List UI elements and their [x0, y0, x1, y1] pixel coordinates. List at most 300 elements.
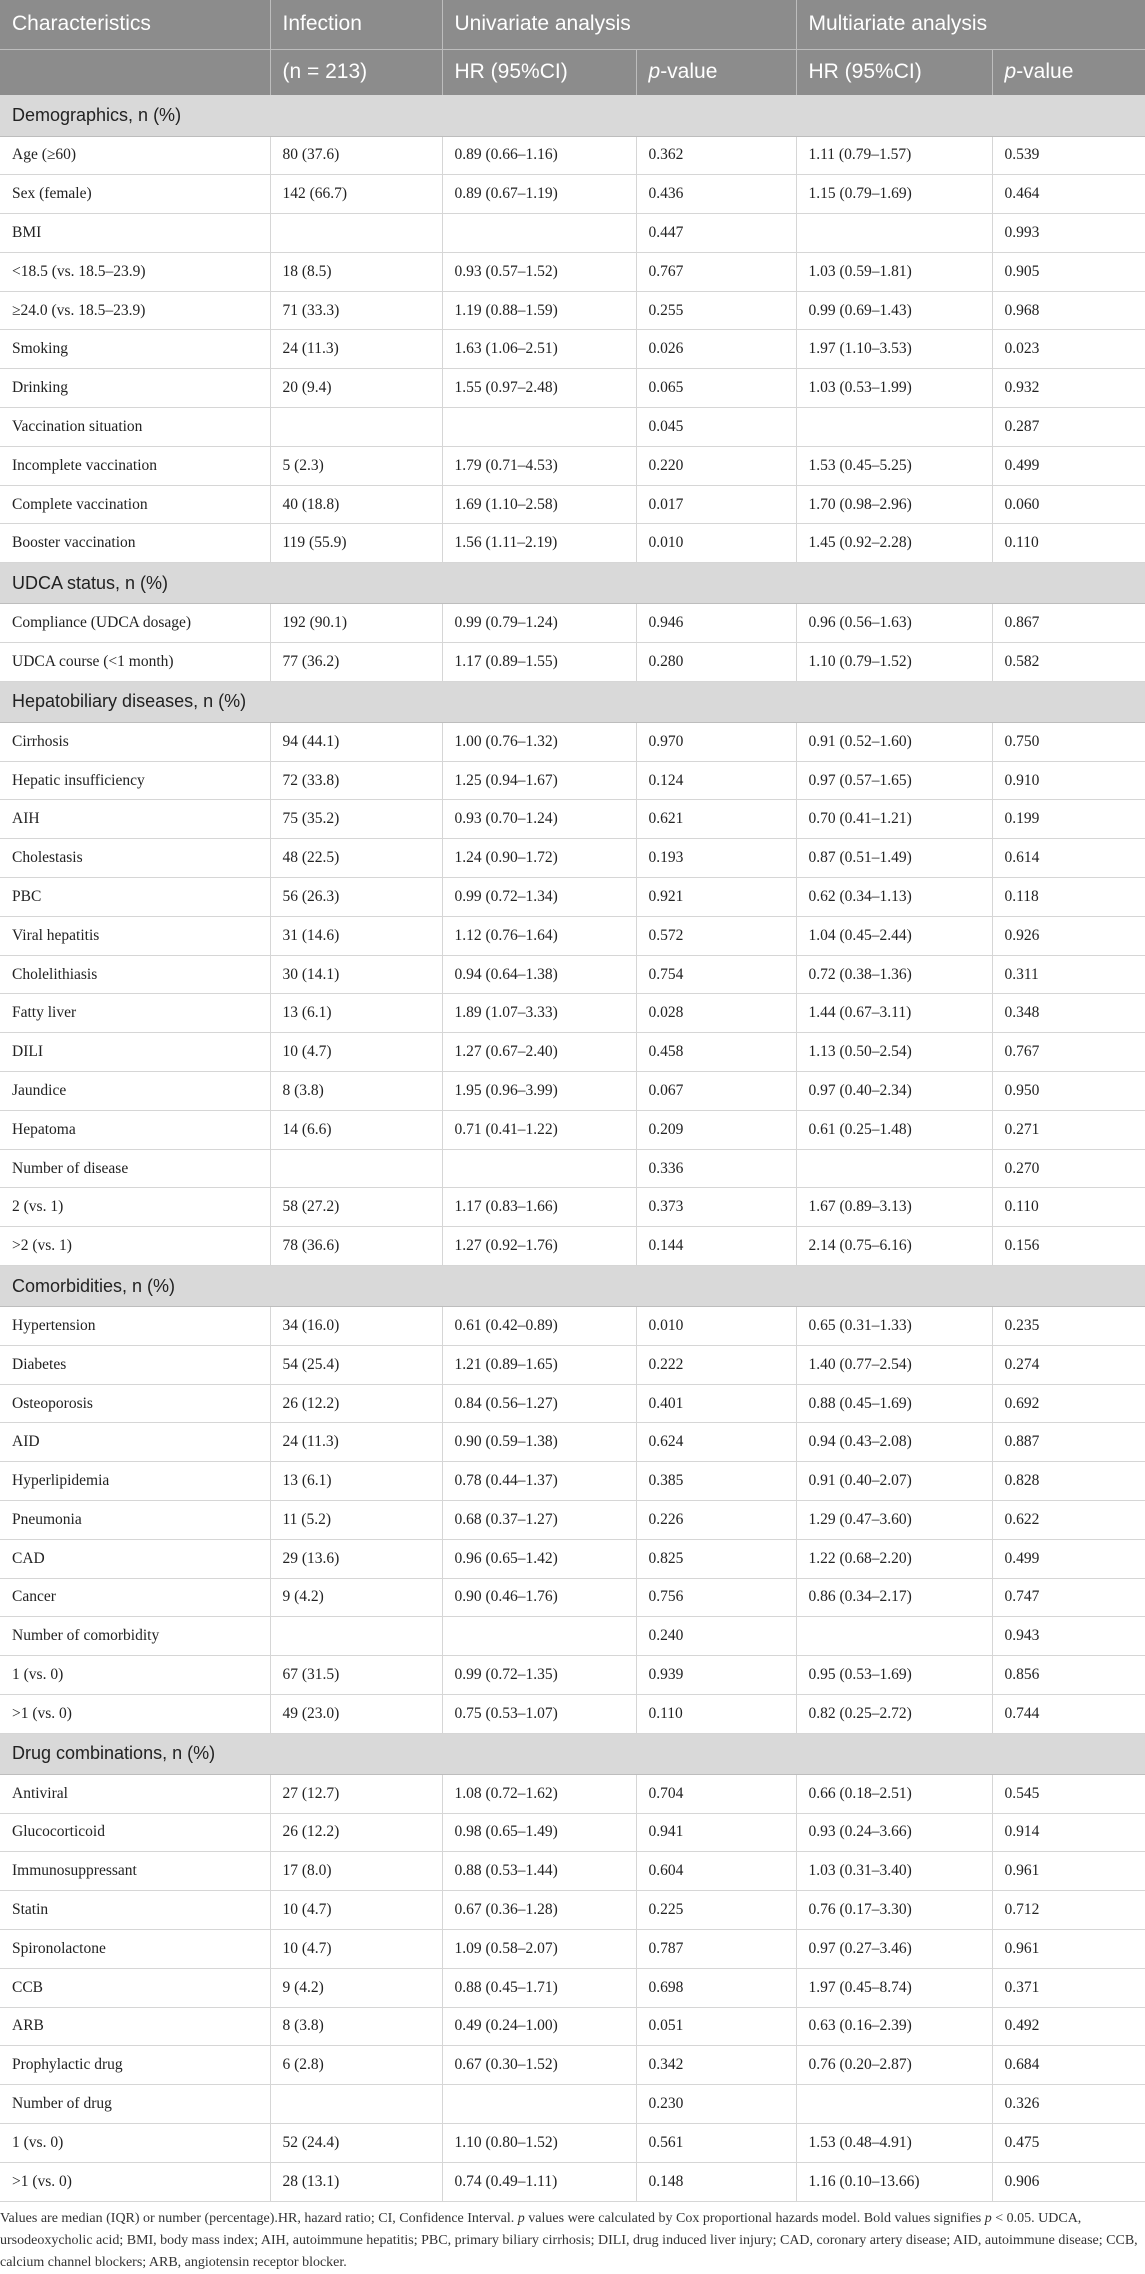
- cell-p-univariate: 0.436: [636, 175, 796, 214]
- cell-characteristic: <18.5 (vs. 18.5–23.9): [0, 252, 270, 291]
- cell-characteristic: Cirrhosis: [0, 722, 270, 761]
- cell-hr-univariate: 0.99 (0.72–1.35): [442, 1656, 636, 1695]
- cell-characteristic: Age (≥60): [0, 136, 270, 175]
- cell-characteristic: Prophylactic drug: [0, 2046, 270, 2085]
- cell-hr-univariate: 1.27 (0.92–1.76): [442, 1227, 636, 1266]
- table-row: [0, 1423, 1145, 1462]
- cell-hr-multivariate: 0.76 (0.17–3.30): [796, 1891, 992, 1930]
- cell-characteristic: Hypertension: [0, 1307, 270, 1346]
- cell-hr-multivariate: [796, 1617, 992, 1656]
- cell-p-univariate: 0.572: [636, 916, 796, 955]
- cell-p-multivariate: 0.464: [992, 175, 1145, 214]
- cell-p-univariate: 0.787: [636, 1929, 796, 1968]
- cell-p-univariate: 0.065: [636, 369, 796, 408]
- cell-characteristic: Smoking: [0, 330, 270, 369]
- cell-hr-multivariate: 1.67 (0.89–3.13): [796, 1188, 992, 1227]
- cell-characteristic: >2 (vs. 1): [0, 1227, 270, 1266]
- section-row: [0, 1733, 1145, 1774]
- header-p-univariate: [636, 49, 796, 95]
- section-row: [0, 681, 1145, 722]
- p-suffix: -value: [1016, 60, 1074, 84]
- cell-characteristic: BMI: [0, 214, 270, 253]
- table-row: [0, 446, 1145, 485]
- cell-infection: 56 (26.3): [270, 878, 442, 917]
- cell-infection: 10 (4.7): [270, 1929, 442, 1968]
- cell-infection: 49 (23.0): [270, 1694, 442, 1733]
- cell-characteristic: Antiviral: [0, 1774, 270, 1813]
- cell-p-univariate: 0.698: [636, 1968, 796, 2007]
- cell-hr-multivariate: 0.99 (0.69–1.43): [796, 291, 992, 330]
- cell-p-multivariate: 0.348: [992, 994, 1145, 1033]
- cell-p-multivariate: 0.767: [992, 1033, 1145, 1072]
- cell-characteristic: UDCA course (<1 month): [0, 643, 270, 682]
- cell-infection: 17 (8.0): [270, 1852, 442, 1891]
- cell-p-multivariate: 0.371: [992, 1968, 1145, 2007]
- cell-infection: 26 (12.2): [270, 1813, 442, 1852]
- table-row: [0, 1307, 1145, 1346]
- cell-hr-multivariate: 0.65 (0.31–1.33): [796, 1307, 992, 1346]
- cell-p-multivariate: 0.747: [992, 1578, 1145, 1617]
- cell-hr-multivariate: 0.94 (0.43–2.08): [796, 1423, 992, 1462]
- cell-hr-univariate: 1.69 (1.10–2.58): [442, 485, 636, 524]
- cell-hr-univariate: 1.09 (0.58–2.07): [442, 1929, 636, 1968]
- cell-characteristic: CCB: [0, 1968, 270, 2007]
- cell-p-univariate: 0.209: [636, 1110, 796, 1149]
- table-row: [0, 1188, 1145, 1227]
- cell-hr-multivariate: [796, 408, 992, 447]
- cell-p-multivariate: 0.499: [992, 1539, 1145, 1578]
- cell-p-multivariate: 0.499: [992, 446, 1145, 485]
- table-row: [0, 2085, 1145, 2124]
- cell-infection: 10 (4.7): [270, 1033, 442, 1072]
- cell-p-multivariate: 0.545: [992, 1774, 1145, 1813]
- cell-characteristic: >1 (vs. 0): [0, 1694, 270, 1733]
- table-row: [0, 252, 1145, 291]
- cell-p-univariate: 0.026: [636, 330, 796, 369]
- cell-infection: 48 (22.5): [270, 839, 442, 878]
- cell-p-multivariate: 0.156: [992, 1227, 1145, 1266]
- p-italic: p: [1004, 60, 1017, 84]
- cell-hr-univariate: 0.68 (0.37–1.27): [442, 1501, 636, 1540]
- cell-characteristic: ≥24.0 (vs. 18.5–23.9): [0, 291, 270, 330]
- cell-hr-univariate: [442, 1617, 636, 1656]
- cell-hr-univariate: 0.96 (0.65–1.42): [442, 1539, 636, 1578]
- cell-p-univariate: 0.946: [636, 604, 796, 643]
- cell-p-univariate: 0.385: [636, 1462, 796, 1501]
- cell-hr-multivariate: 1.03 (0.59–1.81): [796, 252, 992, 291]
- cell-hr-univariate: 0.78 (0.44–1.37): [442, 1462, 636, 1501]
- cell-hr-multivariate: 0.97 (0.40–2.34): [796, 1072, 992, 1111]
- table-row: [0, 1968, 1145, 2007]
- cell-p-univariate: 0.970: [636, 722, 796, 761]
- cell-hr-univariate: 0.93 (0.57–1.52): [442, 252, 636, 291]
- cell-hr-multivariate: 1.10 (0.79–1.52): [796, 643, 992, 682]
- cell-infection: 52 (24.4): [270, 2123, 442, 2162]
- cell-hr-univariate: 1.19 (0.88–1.59): [442, 291, 636, 330]
- table-row: [0, 878, 1145, 917]
- cell-hr-multivariate: 1.16 (0.10–13.66): [796, 2162, 992, 2201]
- cell-p-univariate: 0.362: [636, 136, 796, 175]
- cell-p-univariate: 0.704: [636, 1774, 796, 1813]
- cell-characteristic: Hyperlipidemia: [0, 1462, 270, 1501]
- cell-characteristic: Complete vaccination: [0, 485, 270, 524]
- cell-hr-multivariate: 1.53 (0.48–4.91): [796, 2123, 992, 2162]
- cell-hr-univariate: 0.99 (0.79–1.24): [442, 604, 636, 643]
- cell-hr-univariate: 1.08 (0.72–1.62): [442, 1774, 636, 1813]
- section-title: Drug combinations, n (%): [0, 1733, 1145, 1774]
- cell-p-univariate: 0.941: [636, 1813, 796, 1852]
- cell-infection: [270, 1617, 442, 1656]
- header-infection: Infection: [270, 0, 442, 49]
- cell-characteristic: CAD: [0, 1539, 270, 1578]
- cell-infection: 9 (4.2): [270, 1968, 442, 2007]
- table-row: [0, 643, 1145, 682]
- cell-characteristic: 2 (vs. 1): [0, 1188, 270, 1227]
- cell-infection: 72 (33.8): [270, 761, 442, 800]
- table-row: [0, 1929, 1145, 1968]
- table-row: [0, 1501, 1145, 1540]
- footnote-part1: Values are median (IQR) or number (percentage).HR, hazard ratio; CI, Confidence Interval.: [0, 2210, 518, 2226]
- cell-hr-univariate: 1.25 (0.94–1.67): [442, 761, 636, 800]
- cell-infection: 10 (4.7): [270, 1891, 442, 1930]
- section-row: [0, 1266, 1145, 1307]
- cell-p-multivariate: 0.475: [992, 2123, 1145, 2162]
- cell-p-multivariate: 0.744: [992, 1694, 1145, 1733]
- cell-p-multivariate: 0.199: [992, 800, 1145, 839]
- cell-p-univariate: 0.230: [636, 2085, 796, 2124]
- cell-infection: 8 (3.8): [270, 1072, 442, 1111]
- cell-hr-univariate: 0.74 (0.49–1.11): [442, 2162, 636, 2201]
- cell-hr-multivariate: 1.03 (0.53–1.99): [796, 369, 992, 408]
- cell-p-multivariate: 0.287: [992, 408, 1145, 447]
- cell-p-multivariate: 0.910: [992, 761, 1145, 800]
- cell-hr-univariate: 1.10 (0.80–1.52): [442, 2123, 636, 2162]
- cell-characteristic: 1 (vs. 0): [0, 1656, 270, 1695]
- table-row: [0, 524, 1145, 563]
- cell-p-multivariate: 0.614: [992, 839, 1145, 878]
- header-blank: [0, 49, 270, 95]
- header-univariate: Univariate analysis: [442, 0, 796, 49]
- cell-p-univariate: 0.939: [636, 1656, 796, 1695]
- cell-hr-univariate: 1.89 (1.07–3.33): [442, 994, 636, 1033]
- cell-hr-multivariate: 1.04 (0.45–2.44): [796, 916, 992, 955]
- cell-infection: 94 (44.1): [270, 722, 442, 761]
- cell-characteristic: Cholestasis: [0, 839, 270, 878]
- cell-characteristic: Osteoporosis: [0, 1384, 270, 1423]
- cell-characteristic: Statin: [0, 1891, 270, 1930]
- cell-p-multivariate: 0.914: [992, 1813, 1145, 1852]
- cell-p-univariate: 0.045: [636, 408, 796, 447]
- table-row: [0, 1462, 1145, 1501]
- cell-hr-univariate: 0.98 (0.65–1.49): [442, 1813, 636, 1852]
- cell-characteristic: Drinking: [0, 369, 270, 408]
- header-hr-multivariate: HR (95%CI): [796, 49, 992, 95]
- cell-infection: 119 (55.9): [270, 524, 442, 563]
- cell-hr-multivariate: 0.93 (0.24–3.66): [796, 1813, 992, 1852]
- cell-p-multivariate: 0.060: [992, 485, 1145, 524]
- cell-p-multivariate: 0.968: [992, 291, 1145, 330]
- cell-hr-univariate: 0.90 (0.59–1.38): [442, 1423, 636, 1462]
- cell-infection: 71 (33.3): [270, 291, 442, 330]
- cell-infection: [270, 214, 442, 253]
- cell-hr-univariate: 0.90 (0.46–1.76): [442, 1578, 636, 1617]
- cell-characteristic: Number of disease: [0, 1149, 270, 1188]
- p-suffix: -value: [660, 60, 718, 84]
- table-row: [0, 485, 1145, 524]
- cell-infection: [270, 408, 442, 447]
- table-row: [0, 1110, 1145, 1149]
- header-p-multivariate: [992, 49, 1145, 95]
- cell-infection: 20 (9.4): [270, 369, 442, 408]
- header-hr-univariate: HR (95%CI): [442, 49, 636, 95]
- cell-characteristic: AID: [0, 1423, 270, 1462]
- cell-hr-multivariate: [796, 1149, 992, 1188]
- section-title: Demographics, n (%): [0, 95, 1145, 136]
- cell-p-univariate: 0.756: [636, 1578, 796, 1617]
- footnote-part3: < 0.05. UDCA, ursodeoxycholic acid; BMI, body mass index; AIH, autoimmune hepatitis; PBC, primary biliary cirrhosis; DILI, drug induced liver injury; CAD, coronary artery disease; AID, autoimmune disease; CCB, calcium channel blockers; ARB, angiotensin receptor blocker.: [0, 2210, 1138, 2270]
- cell-characteristic: Incomplete vaccination: [0, 446, 270, 485]
- table-footnote: [0, 2202, 1145, 2274]
- table-row: [0, 2007, 1145, 2046]
- section-row: [0, 563, 1145, 604]
- cell-characteristic: AIH: [0, 800, 270, 839]
- cell-hr-multivariate: 1.53 (0.45–5.25): [796, 446, 992, 485]
- cell-hr-multivariate: 1.22 (0.68–2.20): [796, 1539, 992, 1578]
- cell-p-univariate: 0.067: [636, 1072, 796, 1111]
- cell-hr-univariate: 1.12 (0.76–1.64): [442, 916, 636, 955]
- cell-hr-multivariate: 0.61 (0.25–1.48): [796, 1110, 992, 1149]
- cell-p-univariate: 0.767: [636, 252, 796, 291]
- cell-p-multivariate: 0.867: [992, 604, 1145, 643]
- cell-characteristic: Viral hepatitis: [0, 916, 270, 955]
- cell-p-univariate: 0.458: [636, 1033, 796, 1072]
- cell-p-univariate: 0.240: [636, 1617, 796, 1656]
- table-row: [0, 1578, 1145, 1617]
- cell-hr-univariate: 1.21 (0.89–1.65): [442, 1345, 636, 1384]
- cell-p-multivariate: 0.750: [992, 722, 1145, 761]
- cell-infection: 13 (6.1): [270, 1462, 442, 1501]
- cell-characteristic: Sex (female): [0, 175, 270, 214]
- section-title: UDCA status, n (%): [0, 563, 1145, 604]
- cell-hr-multivariate: 1.15 (0.79–1.69): [796, 175, 992, 214]
- cell-hr-multivariate: 0.97 (0.57–1.65): [796, 761, 992, 800]
- cell-infection: 142 (66.7): [270, 175, 442, 214]
- cell-p-multivariate: 0.539: [992, 136, 1145, 175]
- cell-characteristic: Spironolactone: [0, 1929, 270, 1968]
- cell-hr-multivariate: 1.44 (0.67–3.11): [796, 994, 992, 1033]
- cell-p-multivariate: 0.110: [992, 1188, 1145, 1227]
- cell-p-univariate: 0.010: [636, 1307, 796, 1346]
- cell-hr-univariate: 0.67 (0.36–1.28): [442, 1891, 636, 1930]
- cell-hr-multivariate: 0.82 (0.25–2.72): [796, 1694, 992, 1733]
- cell-p-univariate: 0.226: [636, 1501, 796, 1540]
- table-row: [0, 1694, 1145, 1733]
- cell-infection: 30 (14.1): [270, 955, 442, 994]
- cell-characteristic: Vaccination situation: [0, 408, 270, 447]
- table-row: [0, 1774, 1145, 1813]
- table-row: [0, 1384, 1145, 1423]
- cell-p-multivariate: 0.950: [992, 1072, 1145, 1111]
- cell-hr-univariate: 0.88 (0.45–1.71): [442, 1968, 636, 2007]
- cell-hr-multivariate: 1.11 (0.79–1.57): [796, 136, 992, 175]
- cell-p-univariate: 0.193: [636, 839, 796, 878]
- table-row: [0, 1345, 1145, 1384]
- table-row: [0, 2123, 1145, 2162]
- cell-p-multivariate: 0.856: [992, 1656, 1145, 1695]
- cell-hr-multivariate: 1.13 (0.50–2.54): [796, 1033, 992, 1072]
- cell-p-multivariate: 0.492: [992, 2007, 1145, 2046]
- cell-infection: 34 (16.0): [270, 1307, 442, 1346]
- cell-hr-multivariate: 1.29 (0.47–3.60): [796, 1501, 992, 1540]
- table-row: [0, 1149, 1145, 1188]
- cell-hr-univariate: 0.89 (0.67–1.19): [442, 175, 636, 214]
- table-row: [0, 2162, 1145, 2201]
- cell-p-univariate: 0.124: [636, 761, 796, 800]
- cell-characteristic: Cancer: [0, 1578, 270, 1617]
- cell-p-multivariate: 0.270: [992, 1149, 1145, 1188]
- cell-p-univariate: 0.342: [636, 2046, 796, 2085]
- cell-p-univariate: 0.028: [636, 994, 796, 1033]
- table-row: [0, 1072, 1145, 1111]
- cell-hr-univariate: 0.93 (0.70–1.24): [442, 800, 636, 839]
- footnote-part2: values were calculated by Cox proportional hazards model. Bold values signifies: [524, 2210, 985, 2226]
- cell-characteristic: Compliance (UDCA dosage): [0, 604, 270, 643]
- cell-hr-multivariate: 0.63 (0.16–2.39): [796, 2007, 992, 2046]
- cell-hr-multivariate: 1.70 (0.98–2.96): [796, 485, 992, 524]
- header-row-2: [0, 49, 1145, 95]
- cell-p-multivariate: 0.692: [992, 1384, 1145, 1423]
- cell-p-multivariate: 0.961: [992, 1852, 1145, 1891]
- cell-characteristic: Fatty liver: [0, 994, 270, 1033]
- cell-infection: 67 (31.5): [270, 1656, 442, 1695]
- cell-hr-univariate: 0.67 (0.30–1.52): [442, 2046, 636, 2085]
- table-row: [0, 800, 1145, 839]
- cell-p-univariate: 0.280: [636, 643, 796, 682]
- table-header: [0, 0, 1145, 95]
- cell-hr-univariate: 0.89 (0.66–1.16): [442, 136, 636, 175]
- cell-hr-multivariate: 0.95 (0.53–1.69): [796, 1656, 992, 1695]
- cell-hr-univariate: 1.95 (0.96–3.99): [442, 1072, 636, 1111]
- cell-characteristic: Number of comorbidity: [0, 1617, 270, 1656]
- cell-infection: 11 (5.2): [270, 1501, 442, 1540]
- table-row: [0, 761, 1145, 800]
- cell-p-multivariate: 0.684: [992, 2046, 1145, 2085]
- cell-infection: 18 (8.5): [270, 252, 442, 291]
- cell-p-univariate: 0.144: [636, 1227, 796, 1266]
- cell-hr-multivariate: 0.88 (0.45–1.69): [796, 1384, 992, 1423]
- cell-p-multivariate: 0.326: [992, 2085, 1145, 2124]
- table-row: [0, 408, 1145, 447]
- table-row: [0, 722, 1145, 761]
- cell-characteristic: Immunosuppressant: [0, 1852, 270, 1891]
- cell-p-univariate: 0.921: [636, 878, 796, 917]
- cell-hr-multivariate: 2.14 (0.75–6.16): [796, 1227, 992, 1266]
- cell-p-multivariate: 0.023: [992, 330, 1145, 369]
- cell-characteristic: DILI: [0, 1033, 270, 1072]
- cell-p-multivariate: 0.905: [992, 252, 1145, 291]
- cell-hr-univariate: 1.24 (0.90–1.72): [442, 839, 636, 878]
- cell-infection: 24 (11.3): [270, 1423, 442, 1462]
- table-row: [0, 916, 1145, 955]
- cell-p-multivariate: 0.271: [992, 1110, 1145, 1149]
- cell-infection: 13 (6.1): [270, 994, 442, 1033]
- cell-hr-univariate: 0.84 (0.56–1.27): [442, 1384, 636, 1423]
- cell-characteristic: Booster vaccination: [0, 524, 270, 563]
- cell-hr-univariate: 1.27 (0.67–2.40): [442, 1033, 636, 1072]
- table-row: [0, 369, 1145, 408]
- cell-hr-univariate: 0.94 (0.64–1.38): [442, 955, 636, 994]
- cell-p-multivariate: 0.110: [992, 524, 1145, 563]
- table-row: [0, 1891, 1145, 1930]
- table-row: [0, 1539, 1145, 1578]
- cell-p-multivariate: 0.582: [992, 643, 1145, 682]
- section-row: [0, 95, 1145, 136]
- cell-p-univariate: 0.624: [636, 1423, 796, 1462]
- cell-hr-multivariate: 1.97 (0.45–8.74): [796, 1968, 992, 2007]
- cell-hr-multivariate: 0.72 (0.38–1.36): [796, 955, 992, 994]
- cell-characteristic: Cholelithiasis: [0, 955, 270, 994]
- cell-hr-univariate: 0.88 (0.53–1.44): [442, 1852, 636, 1891]
- cell-hr-univariate: 0.75 (0.53–1.07): [442, 1694, 636, 1733]
- cell-p-multivariate: 0.943: [992, 1617, 1145, 1656]
- cell-hr-multivariate: 0.66 (0.18–2.51): [796, 1774, 992, 1813]
- cell-infection: 24 (11.3): [270, 330, 442, 369]
- cell-infection: 27 (12.7): [270, 1774, 442, 1813]
- cell-p-univariate: 0.148: [636, 2162, 796, 2201]
- table-row: [0, 839, 1145, 878]
- header-n: (n = 213): [270, 49, 442, 95]
- cell-infection: 28 (13.1): [270, 2162, 442, 2201]
- cell-hr-univariate: 1.55 (0.97–2.48): [442, 369, 636, 408]
- cell-p-univariate: 0.754: [636, 955, 796, 994]
- table-row: [0, 955, 1145, 994]
- table-row: [0, 1813, 1145, 1852]
- cell-hr-univariate: 1.63 (1.06–2.51): [442, 330, 636, 369]
- cell-characteristic: ARB: [0, 2007, 270, 2046]
- cell-infection: 5 (2.3): [270, 446, 442, 485]
- cell-hr-multivariate: 0.91 (0.52–1.60): [796, 722, 992, 761]
- cell-p-multivariate: 0.906: [992, 2162, 1145, 2201]
- cell-hr-univariate: [442, 408, 636, 447]
- cell-characteristic: Diabetes: [0, 1345, 270, 1384]
- cell-infection: 14 (6.6): [270, 1110, 442, 1149]
- cell-p-multivariate: 0.887: [992, 1423, 1145, 1462]
- cell-p-univariate: 0.017: [636, 485, 796, 524]
- table-row: [0, 1656, 1145, 1695]
- cell-p-univariate: 0.222: [636, 1345, 796, 1384]
- footnote-p-italic: p: [984, 2210, 992, 2226]
- cell-p-univariate: 0.373: [636, 1188, 796, 1227]
- cell-characteristic: Hepatic insufficiency: [0, 761, 270, 800]
- table-row: [0, 604, 1145, 643]
- header-row-1: [0, 0, 1145, 49]
- cell-infection: 78 (36.6): [270, 1227, 442, 1266]
- section-title: Comorbidities, n (%): [0, 1266, 1145, 1307]
- cell-p-univariate: 0.010: [636, 524, 796, 563]
- cell-p-multivariate: 0.622: [992, 1501, 1145, 1540]
- cell-p-univariate: 0.051: [636, 2007, 796, 2046]
- cell-p-univariate: 0.825: [636, 1539, 796, 1578]
- cell-p-multivariate: 0.118: [992, 878, 1145, 917]
- cell-hr-multivariate: 0.87 (0.51–1.49): [796, 839, 992, 878]
- cell-characteristic: >1 (vs. 0): [0, 2162, 270, 2201]
- cell-hr-multivariate: 0.91 (0.40–2.07): [796, 1462, 992, 1501]
- cell-p-univariate: 0.621: [636, 800, 796, 839]
- header-characteristics: Characteristics: [0, 0, 270, 49]
- cell-infection: 80 (37.6): [270, 136, 442, 175]
- header-multivariate: Multiariate analysis: [796, 0, 1145, 49]
- cell-characteristic: Number of drug: [0, 2085, 270, 2124]
